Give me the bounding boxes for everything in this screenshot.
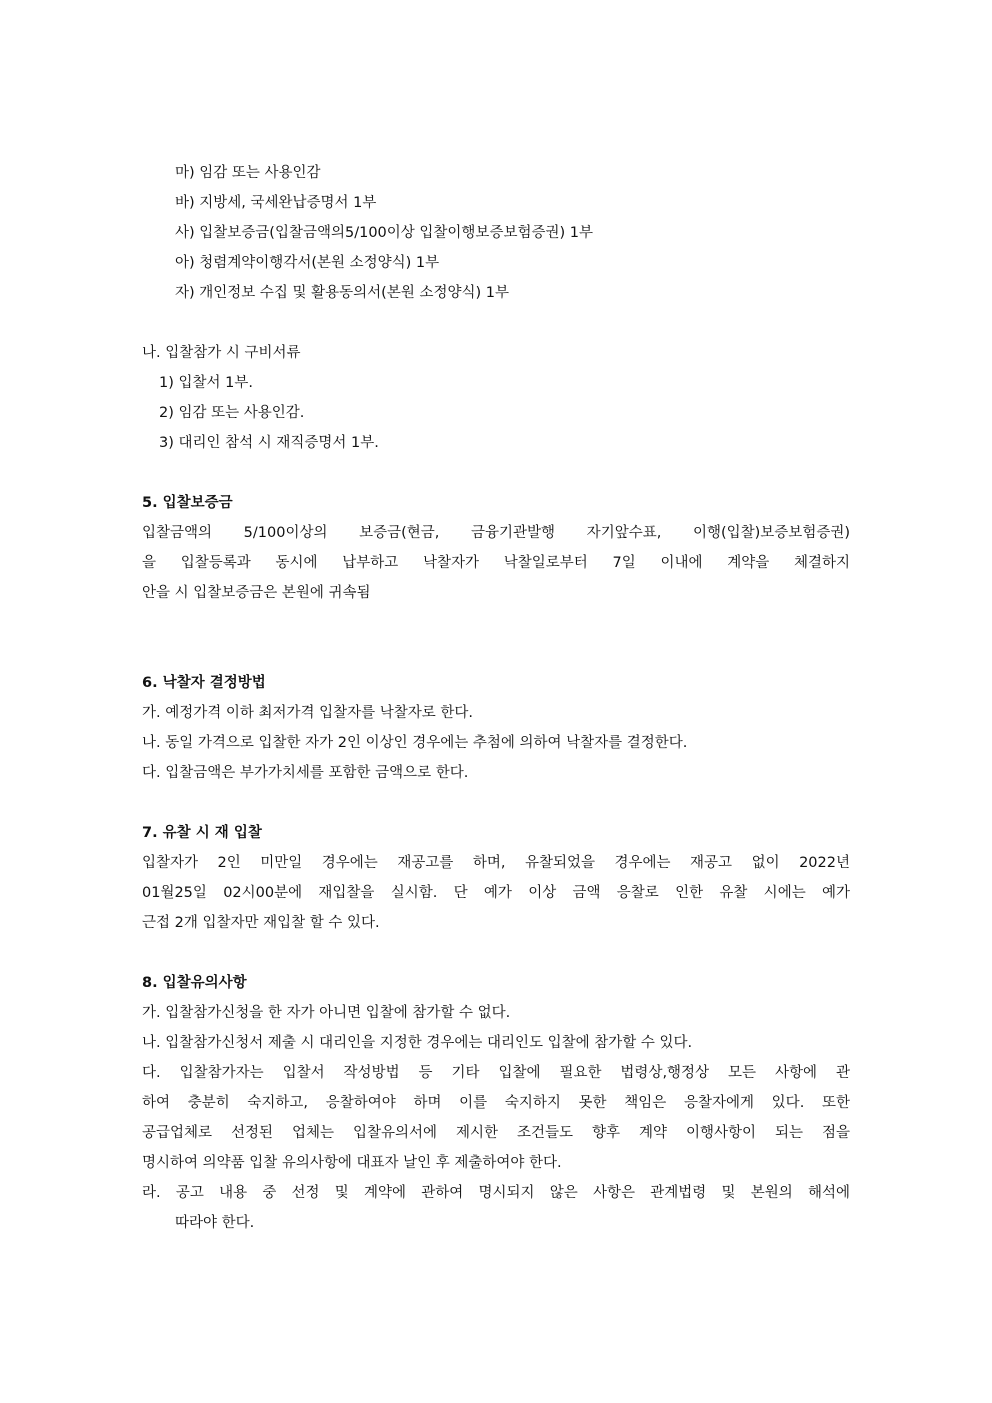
list-item: 1) 입찰서 1부. [159, 375, 253, 391]
list-item: 2) 임감 또는 사용인감. [159, 405, 305, 421]
paragraph-line: 가. 입찰참가신청을 한 자가 아니면 입찰에 참가할 수 없다. [142, 1005, 511, 1021]
paragraph-line: 다. 입찰금액은 부가가치세를 포함한 금액으로 한다. [142, 765, 469, 781]
list-item: 아) 청렴계약이행각서(본원 소정양식) 1부 [175, 255, 440, 271]
section-title: 7. 유찰 시 재 입찰 [142, 825, 262, 841]
section-title: 8. 입찰유의사항 [142, 975, 247, 991]
paragraph-line: 라. 공고 내용 중 선정 및 계약에 관하여 명시되지 않은 사항은 관계법령 및 본원의 해석에 [142, 1185, 850, 1201]
list-item: 바) 지방세, 국세완납증명서 1부 [175, 195, 377, 211]
paragraph-line: 다. 입찰참가자는 입찰서 작성방법 등 기타 입찰에 필요한 법령상,행정상 모든 사항에 관 [142, 1065, 850, 1081]
list-item: 사) 입찰보증금(입찰금액의5/100이상 입찰이행보증보험증권) 1부 [175, 225, 593, 241]
section-title: 5. 입찰보증금 [142, 495, 233, 511]
section-title: 6. 낙찰자 결정방법 [142, 675, 266, 691]
list-item: 마) 임감 또는 사용인감 [175, 165, 321, 181]
paragraph-line: 입찰금액의 5/100이상의 보증금(현금, 금융기관발행 자기앞수표, 이행(입찰)보증보험증권) [142, 525, 850, 541]
paragraph-line: 공급업체로 선정된 업체는 입찰유의서에 제시한 조건들도 향후 계약 이행사항이 되는 점을 [142, 1125, 850, 1141]
paragraph-line: 하여 충분히 숙지하고, 응찰하여야 하며 이를 숙지하지 못한 책임은 응찰자에게 있다. 또한 [142, 1095, 850, 1111]
list-item: 3) 대리인 참석 시 재직증명서 1부. [159, 435, 379, 451]
paragraph-line: 근접 2개 입찰자만 재입찰 할 수 있다. [142, 915, 380, 931]
list-item: 자) 개인정보 수집 및 활용동의서(본원 소정양식) 1부 [175, 285, 509, 301]
subsection-heading: 나. 입찰참가 시 구비서류 [142, 345, 301, 361]
paragraph-line: 따라야 한다. [175, 1215, 255, 1231]
paragraph-line: 입찰자가 2인 미만일 경우에는 재공고를 하며, 유찰되었을 경우에는 재공고 없이 2022년 [142, 855, 850, 871]
paragraph-line: 안을 시 입찰보증금은 본원에 귀속됨 [142, 585, 371, 601]
paragraph-line: 가. 예정가격 이하 최저가격 입찰자를 낙찰자로 한다. [142, 705, 474, 721]
paragraph-line: 나. 입찰참가신청서 제출 시 대리인을 지정한 경우에는 대리인도 입찰에 참가할 수 있다. [142, 1035, 693, 1051]
paragraph-line: 명시하여 의약품 입찰 유의사항에 대표자 날인 후 제출하여야 한다. [142, 1155, 562, 1171]
paragraph-line: 01월25일 02시00분에 재입찰을 실시함. 단 예가 이상 금액 응찰로 인한 유찰 시에는 예가 [142, 885, 850, 901]
paragraph-line: 나. 동일 가격으로 입찰한 자가 2인 이상인 경우에는 추첨에 의하여 낙찰자를 결정한다. [142, 735, 688, 751]
paragraph-line: 을 입찰등록과 동시에 납부하고 낙찰자가 낙찰일로부터 7일 이내에 계약을 체결하지 [142, 555, 850, 571]
